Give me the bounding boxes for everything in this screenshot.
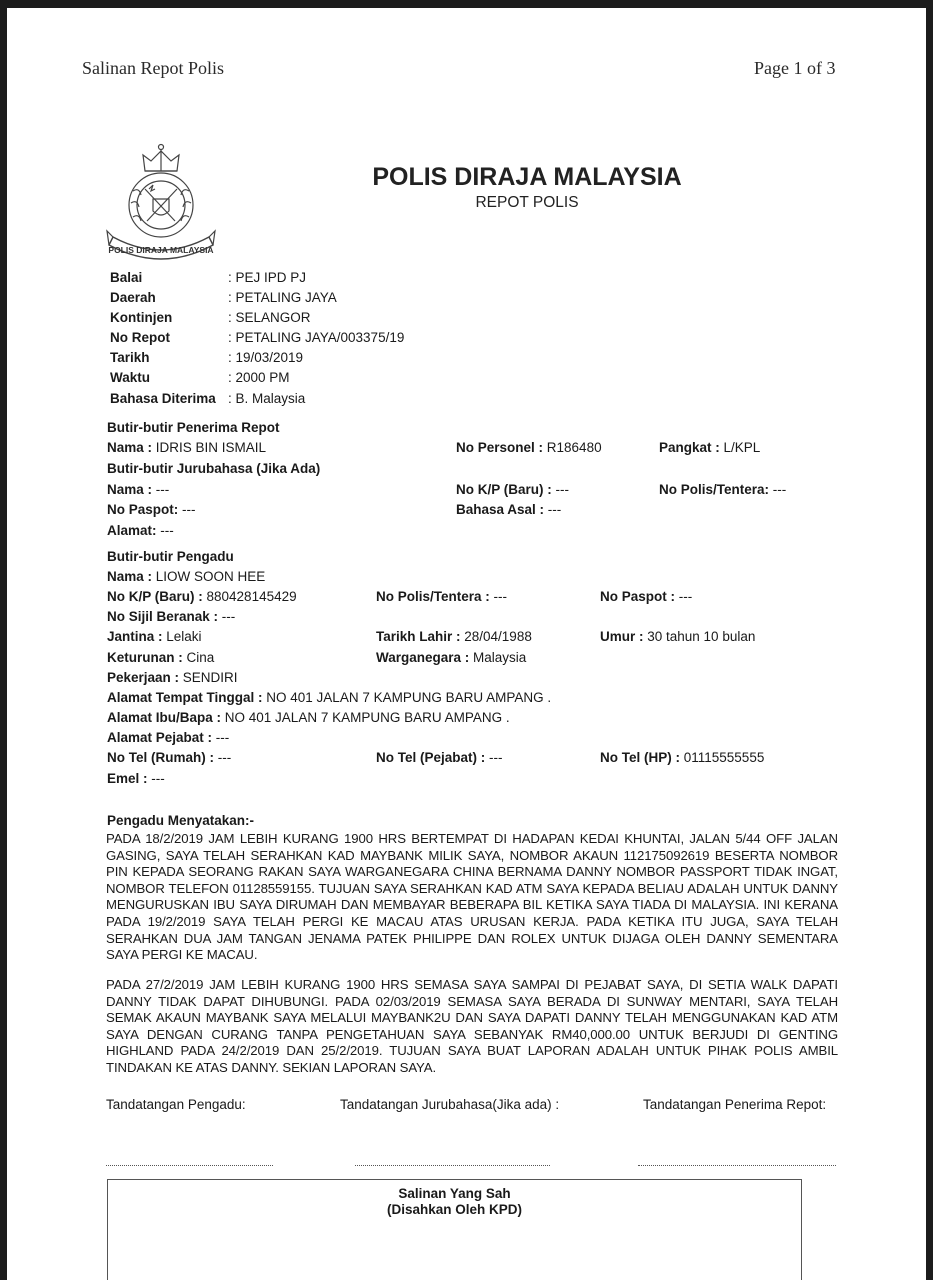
- field-value: Cina: [182, 650, 215, 665]
- signature-label-interpreter: Tandatangan Jurubahasa(Jika ada) :: [340, 1097, 560, 1112]
- info-value-waktu: : 2000 PM: [228, 370, 290, 385]
- signature-line-interpreter: [355, 1165, 550, 1166]
- complainant-dob: [376, 629, 532, 644]
- info-label-waktu: Waktu: [110, 370, 150, 385]
- field-value: ---: [212, 730, 230, 745]
- complainant-nationality: [376, 650, 526, 665]
- field-value: ---: [147, 771, 165, 786]
- complainant-mobile-phone: [600, 750, 764, 765]
- certification-subtitle: (Disahkan Oleh KPD): [386, 1202, 523, 1217]
- field-value: Malaysia: [469, 650, 527, 665]
- page-number: Page 1 of 3: [754, 58, 836, 78]
- field-value: ---: [769, 482, 787, 497]
- field-label: Pangkat :: [659, 440, 720, 455]
- complainant-birth-cert: [107, 609, 235, 624]
- interpreter-name: [107, 482, 169, 497]
- info-label-no-repot: No Repot: [110, 330, 170, 345]
- header-doc-label: Salinan Repot Polis: [82, 58, 225, 78]
- field-label: No Polis/Tentera:: [659, 482, 770, 497]
- complainant-home-address: [107, 690, 551, 705]
- info-label-tarikh: Tarikh: [110, 350, 150, 365]
- field-value: ---: [178, 502, 196, 517]
- statement-paragraph: PADA 27/2/2019 JAM LEBIH KURANG 1900 HRS SEMASA SAYA SAMPAI DI PEJABAT SAYA, DI SETIA WALK DAPATI DANNY TIDAK DAPAT DIHUBUNGI. PADA 02/03/2019 SEMASA SAYA BERADA DI SUNWAY MENTARI, SAYA TELAH SEMAK AKAUN MAYBANK SAYA MELALUI MAYBANK2U DAN SAYA DAPATI DANNY TELAH MENGGUNAKAN KAD ATM SAYA DENGAN CURANG TANPA PENGETAHUAN SAYA SEBANYAK RM40,000.00 UNTUK BERJUDI DI GENTING HIGHLAND PADA 24/2/2019 DAN 25/2/2019. TUJUAN SAYA BUAT LAPORAN ADALAH UNTUK PIHAK POLIS AMBIL TINDAKAN KE ATAS DANNY. SEKIAN LAPORAN SAYA.: [106, 977, 838, 1075]
- field-label: Emel :: [107, 771, 148, 786]
- field-value: 28/04/1988: [460, 629, 532, 644]
- field-label: No Sijil Beranak :: [107, 609, 219, 624]
- interpreter-passport: [107, 502, 196, 517]
- section-heading-complainant: Butir-butir Pengadu: [107, 549, 234, 564]
- field-label: Alamat Tempat Tinggal :: [107, 690, 263, 705]
- info-label-kontinjen: Kontinjen: [110, 310, 173, 325]
- field-value: L/KPL: [719, 440, 761, 455]
- field-label: Pekerjaan :: [107, 670, 180, 685]
- info-value-kontinjen: : SELANGOR: [228, 310, 311, 325]
- info-value-bahasa: : B. Malaysia: [228, 391, 306, 406]
- field-label: No K/P (Baru) :: [456, 482, 552, 497]
- certification-title: Salinan Yang Sah: [398, 1186, 511, 1201]
- interpreter-address: [107, 523, 174, 538]
- field-value: ---: [489, 589, 508, 604]
- signature-line-receiver: [638, 1165, 836, 1166]
- field-value: R186480: [543, 440, 602, 455]
- page-title: POLIS DIRAJA MALAYSIA: [372, 163, 682, 191]
- complainant-office-address: [107, 730, 229, 745]
- complainant-police-no: [376, 589, 507, 604]
- complainant-ic: [107, 589, 297, 604]
- info-value-daerah: : PETALING JAYA: [228, 290, 337, 305]
- info-label-daerah: Daerah: [110, 290, 156, 305]
- field-value: Lelaki: [162, 629, 202, 644]
- field-value: ---: [214, 750, 232, 765]
- interpreter-ic: [456, 482, 569, 497]
- field-value: IDRIS BIN ISMAIL: [152, 440, 267, 455]
- interpreter-police-no: [659, 482, 786, 497]
- field-label: Nama :: [107, 440, 153, 455]
- complainant-gender: [107, 629, 202, 644]
- field-label: Nama :: [107, 482, 153, 497]
- field-value: NO 401 JALAN 7 KAMPUNG BARU AMPANG .: [221, 710, 510, 725]
- field-label: No Paspot:: [107, 502, 179, 517]
- page-subtitle: REPOT POLIS: [475, 194, 579, 211]
- receiver-personnel-no: [456, 440, 602, 455]
- statement-paragraph: PADA 18/2/2019 JAM LEBIH KURANG 1900 HRS BERTEMPAT DI HADAPAN KEDAI KHUNTAI, JALAN 5/44 OFF JALAN GASING, SAYA TELAH SERAHKAN KAD MAYBANK MILIK SAYA, NOMBOR AKAUN 112175092619 BESERTA NOMBOR PIN KEPADA SEORANG RAKAN SAYA WARGANEGARA CHINA BERNAMA DANNY NOMBOR PASSPORT TIDAK INGAT, NOMBOR TELEFON 01128559155. TUJUAN SAYA SERAHKAN KAD ATM SAYA KEPADA BELIAU ADALAH UNTUK DANNY MENGURUSKAN IBU SAYA DIRUMAH DAN MEMBAYAR BEBERAPA BIL KETIKA SAYA TIADA DI MALAYSIA. INI KERANA PADA 19/2/2019 SAYA TELAH PERGI KE MACAU ATAS URUSAN KERJA. PADA KETIKA ITU JUGA, SAYA TELAH SERAHKAN DUA JAM TANGAN JENAMA PATEK PHILIPPE DAN ROLEX UNTUK DIJAGA OLEH DANNY SEMENTARA SAYA PERGI KE MACAU.: [106, 831, 838, 963]
- complainant-home-phone: [107, 750, 231, 765]
- field-value: NO 401 JALAN 7 KAMPUNG BARU AMPANG .: [262, 690, 552, 705]
- signature-label-complainant: Tandatangan Pengadu:: [106, 1097, 246, 1112]
- field-value: ---: [551, 482, 570, 497]
- info-value-tarikh: : 19/03/2019: [228, 350, 304, 365]
- field-value: ---: [544, 502, 562, 517]
- field-label: Nama :: [107, 569, 153, 584]
- field-value: 30 tahun 10 bulan: [643, 629, 756, 644]
- field-value: ---: [485, 750, 503, 765]
- complainant-race: [107, 650, 214, 665]
- complainant-passport: [600, 589, 692, 604]
- certification-box: [107, 1179, 802, 1280]
- field-label: No Personel :: [456, 440, 544, 455]
- field-label: No Tel (Rumah) :: [107, 750, 214, 765]
- interpreter-language: [456, 502, 561, 517]
- complainant-parent-address: [107, 710, 510, 725]
- complainant-age: [600, 629, 755, 644]
- field-value: 880428145429: [202, 589, 297, 604]
- field-value: ---: [675, 589, 693, 604]
- pdrm-crest-icon: [105, 141, 217, 261]
- crest-ribbon-text: POLIS DIRAJA MALAYSIA: [108, 245, 214, 255]
- complainant-office-phone: [376, 750, 503, 765]
- field-label: Bahasa Asal :: [456, 502, 545, 517]
- field-label: No Polis/Tentera :: [376, 589, 490, 604]
- field-value: SENDIRI: [179, 670, 238, 685]
- field-value: LIOW SOON HEE: [152, 569, 266, 584]
- info-label-balai: Balai: [110, 270, 143, 285]
- field-value: ---: [156, 523, 174, 538]
- field-value: ---: [218, 609, 236, 624]
- complainant-name: [107, 569, 265, 584]
- field-label: No Tel (Pejabat) :: [376, 750, 486, 765]
- field-label: No Paspot :: [600, 589, 676, 604]
- section-heading-interpreter: Butir-butir Jurubahasa (Jika Ada): [107, 461, 321, 476]
- document-page: [7, 8, 926, 1280]
- signature-line-complainant: [106, 1165, 273, 1166]
- info-value-balai: : PEJ IPD PJ: [228, 270, 307, 285]
- complainant-occupation: [107, 670, 238, 685]
- section-heading-statement: Pengadu Menyatakan:-: [107, 813, 255, 828]
- field-label: No K/P (Baru) :: [107, 589, 203, 604]
- receiver-name: [107, 440, 266, 455]
- signature-label-receiver: Tandatangan Penerima Repot:: [643, 1097, 827, 1112]
- info-label-bahasa: Bahasa Diterima: [110, 391, 216, 406]
- field-value: ---: [152, 482, 170, 497]
- field-label: No Tel (HP) :: [600, 750, 680, 765]
- field-label: Keturunan :: [107, 650, 183, 665]
- field-label: Warganegara :: [376, 650, 470, 665]
- field-value: 01115555555: [680, 750, 765, 765]
- field-label: Jantina :: [107, 629, 163, 644]
- complainant-email: [107, 771, 165, 786]
- info-value-no-repot: : PETALING JAYA/003375/19: [228, 330, 405, 345]
- field-label: Tarikh Lahir :: [376, 629, 461, 644]
- section-heading-receiver: Butir-butir Penerima Repot: [107, 420, 280, 435]
- field-label: Alamat Pejabat :: [107, 730, 213, 745]
- field-label: Alamat Ibu/Bapa :: [107, 710, 222, 725]
- field-label: Umur :: [600, 629, 644, 644]
- receiver-rank: [659, 440, 760, 455]
- field-label: Alamat:: [107, 523, 157, 538]
